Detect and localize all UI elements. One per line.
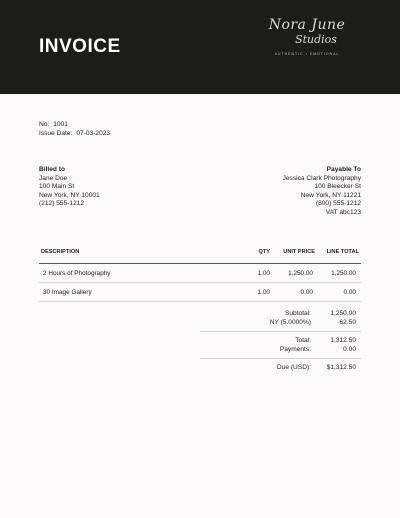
table-header [39,246,361,264]
total-group [200,336,361,359]
payable-to-name: Jessica Clark Photography [282,174,361,182]
payments-label: Payments: [279,345,311,353]
tax-label: NY (5.0000%) [269,318,311,326]
subtotal-group [200,309,361,332]
payable-to-phone: (800) 555-1212 [315,200,361,207]
invoice-number-line [39,120,114,129]
row-unit-price: 0.00 [300,289,313,296]
col-line-total: LINE TOTAL [326,249,359,255]
payable-to-label: Payable To [326,166,361,173]
logo-tagline: AUTHENTIC • EMOTIONAL [274,52,340,56]
total-label: Total: [295,337,311,344]
billed-to-label: Billed to [39,166,66,173]
payable-to-vat: VAT abc123 [325,208,361,216]
due-line [200,364,361,373]
line-items-table [39,246,361,302]
billed-to-block [39,166,100,209]
totals-block [200,309,361,381]
tax-line [200,319,361,328]
issue-date: 07-03-2023 [76,130,111,137]
due-group [200,363,361,377]
invoice-meta [39,120,114,138]
studio-logo [262,18,352,68]
invoice-number: 1001 [53,121,68,128]
logo-line2: Studios [295,33,337,46]
subtotal-value: 1,250.00 [330,310,356,317]
payable-to-street: 100 Bleecker St [314,183,361,190]
due-value: $1,312.50 [326,364,356,371]
tax-value: 62.50 [339,318,356,326]
invoice-number-label: No: [39,121,50,128]
payments-line [200,346,361,355]
col-description: DESCRIPTION [41,249,80,255]
col-unit-price: UNIT PRICE [283,249,315,255]
row-line-total: 1,250.00 [331,270,356,277]
subtotal-label: Subtotal: [284,310,311,317]
table-row [39,264,361,283]
total-value: 1,312.50 [330,337,356,344]
total-line [200,337,361,346]
row-unit-price: 1,250.00 [288,270,313,277]
invoice-title: INVOICE [39,36,121,57]
billed-to-name: Jane Doe [39,174,68,182]
row-qty: 1.00 [257,270,270,277]
subtotal-line [200,310,361,319]
issue-date-label: Issue Date: [39,130,73,137]
payments-value: 0.00 [343,345,356,353]
issue-date-line [39,129,114,138]
payable-to-block [283,166,361,217]
logo-line1: Nora June [268,17,346,33]
payable-to-city: New York, NY 11221 [300,191,361,199]
row-description: 2 Hours of Photography [43,270,111,277]
row-qty: 1.00 [257,289,270,296]
billed-to-city: New York, NY 10001 [39,191,100,199]
row-line-total: 0.00 [343,289,356,296]
due-label: Due (USD): [276,364,311,371]
col-qty: QTY [258,249,270,255]
billed-to-phone: (212) 555-1212 [39,200,85,207]
table-row [39,283,361,302]
row-description: 30 Image Gallery [43,289,92,296]
invoice-header [0,0,400,94]
billed-to-street: 100 Main St [39,183,75,190]
